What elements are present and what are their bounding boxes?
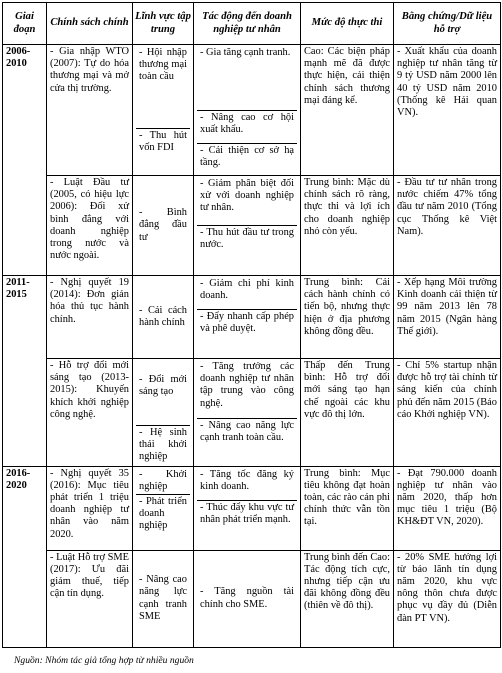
header-period: Giai đoạn [3, 3, 47, 45]
period-cell: 2006-2010 [3, 45, 47, 276]
impact-item: - Gia tăng cạnh tranh. [200, 47, 291, 58]
sector-item: - Hệ sinh thái khởi nghiệp [136, 425, 190, 465]
period-cell: 2011-2015 [3, 276, 47, 467]
table-row [3, 176, 501, 276]
sector-cell [133, 550, 194, 647]
table-row [3, 45, 501, 176]
level-cell: Trung bình đến Cao: Tác động tích cực, nhưng tiếp cận ưu đãi không đồng đều (thiên về đô thị). [301, 550, 394, 647]
header-evidence: Bằng chứng/Dữ liệu hỗ trợ [394, 3, 501, 45]
header-impact: Tác động đến doanh nghiệp tư nhân [194, 3, 301, 45]
source-note: Nguồn: Nhóm tác giả tổng hợp từ nhiều nguồn [14, 655, 194, 666]
table-row [3, 359, 501, 467]
level-cell: Trung bình: Cải cách hành chính có tiến bộ, nhưng thực hiện ở địa phương không đồng đều. [301, 276, 394, 359]
header-row [3, 3, 501, 45]
impact-cell [194, 45, 301, 176]
impact-item: - Thúc đẩy khu vực tư nhân phát triển mạnh. [197, 500, 297, 527]
impact-item: - Tăng tốc đăng ký kinh doanh. [200, 468, 294, 492]
policy-cell: - Hỗ trợ đổi mới sáng tạo (2013-2015): Khuyến khích khởi nghiệp công nghệ. [47, 359, 133, 467]
level-cell: Thấp đến Trung bình: Hỗ trợ đổi mới sáng tạo hạn chế ngoài các khu vực đô thị lớn. [301, 359, 394, 467]
impact-cell [194, 466, 301, 550]
policy-table [2, 2, 501, 648]
evidence-cell: - Đạt 790.000 doanh nghiệp tư nhân vào năm 2020, thấp hơn mục tiêu 1 triệu (Bộ KH&ĐT VN, 2020). [394, 466, 501, 550]
impact-item: - Cải thiện cơ sở hạ tầng. [197, 143, 297, 170]
sector-cell [133, 45, 194, 176]
header-level: Mức độ thực thi [301, 3, 394, 45]
level-cell: Cao: Các biện pháp mạnh mẽ đã được thực hiện, cải thiện chính sách thương mại đáng kể. [301, 45, 394, 176]
sector-item: - Bình đẳng đầu tư [139, 207, 187, 243]
evidence-cell: - Xếp hạng Môi trường Kinh doanh cải thiện từ 99 năm 2013 lên 78 năm 2015 (Ngân hàng Thế giới). [394, 276, 501, 359]
evidence-cell: - Xuất khẩu của doanh nghiệp tư nhân tăng từ 9 tỷ USD năm 2000 lên 40 tỷ USD năm 2010 (Thống kê Hải quan VN). [394, 45, 501, 176]
sector-item: - Hội nhập thương mại toàn cầu [139, 47, 187, 83]
sector-item: - Cải cách hành chính [139, 304, 187, 328]
header-sector: Lĩnh vực tập trung [133, 3, 194, 45]
sector-cell [133, 466, 194, 550]
level-cell: Trung bình: Mặc dù chính sách rõ ràng, thực thi và lợi ích cho doanh nghiệp nhỏ còn yếu. [301, 176, 394, 276]
impact-item: - Tăng trưởng các doanh nghiệp tư nhân tập trung vào công nghệ. [200, 361, 294, 409]
level-cell: Trung bình: Mục tiêu không đạt hoàn toàn, các rào cản phi chính thức vẫn tồn tại. [301, 466, 394, 550]
table-row [3, 276, 501, 359]
sector-cell [133, 276, 194, 359]
period-cell: 2016-2020 [3, 466, 47, 647]
sector-item: - Thu hút vốn FDI [136, 128, 190, 155]
sector-item: - Phát triển doanh nghiệp [136, 494, 190, 534]
impact-item: - Đẩy nhanh cấp phép và phê duyệt. [197, 309, 297, 336]
sector-cell [133, 176, 194, 276]
sector-item: - Khởi nghiệp [139, 468, 187, 492]
evidence-cell: - Chỉ 5% startup nhận được hỗ trợ tài chính từ sáng kiến của chính phủ đến năm 2015 (Báo cáo Khởi nghiệp VN). [394, 359, 501, 467]
impact-cell [194, 176, 301, 276]
policy-cell: - Gia nhập WTO (2007): Tự do hóa thương mại và mở cửa thị trường. [47, 45, 133, 176]
evidence-cell: - Đầu tư tư nhân trong nước chiếm 47% tổng đầu tư năm 2010 (Tổng cục Thống kê Việt Nam). [394, 176, 501, 276]
header-policy: Chính sách chính [47, 3, 133, 45]
evidence-cell: - 20% SME hưởng lợi từ bảo lãnh tín dụng năm 2020, khu vực nông thôn chưa được phục vụ đầy đủ (Diễn đàn PT VN). [394, 550, 501, 647]
impact-item: - Giảm chi phí kinh doanh. [200, 278, 294, 302]
impact-item: - Thu hút đầu tư trong nước. [197, 225, 297, 252]
policy-cell: - Luật Đầu tư (2005, có hiệu lực 2006): Đối xử bình đẳng với doanh nghiệp trong nước và nước ngoài. [47, 176, 133, 276]
table-row [3, 466, 501, 550]
impact-cell [194, 276, 301, 359]
sector-item: - Đổi mới sáng tạo [139, 374, 187, 398]
table-row [3, 550, 501, 647]
impact-item: - Nâng cao năng lực cạnh tranh toàn cầu. [197, 418, 297, 445]
impact-item: - Giảm phân biệt đối xử với doanh nghiệp tư nhân. [200, 178, 294, 214]
policy-cell: - Nghị quyết 19 (2014): Đơn giản hóa thủ tục hành chính. [47, 276, 133, 359]
sector-cell [133, 359, 194, 467]
policy-cell: - Luật Hỗ trợ SME (2017): Ưu đãi giảm thuế, tiếp cận tín dụng. [47, 550, 133, 647]
sector-item: - Nâng cao năng lực cạnh tranh SME [139, 574, 187, 622]
impact-cell [194, 550, 301, 647]
impact-item: - Nâng cao cơ hội xuất khẩu. [197, 110, 297, 143]
impact-item: - Tăng nguồn tài chính cho SME. [200, 586, 294, 610]
policy-cell: - Nghị quyết 35 (2016): Mục tiêu phát triển 1 triệu doanh nghiệp tư nhân vào năm 2020. [47, 466, 133, 550]
impact-cell [194, 359, 301, 467]
